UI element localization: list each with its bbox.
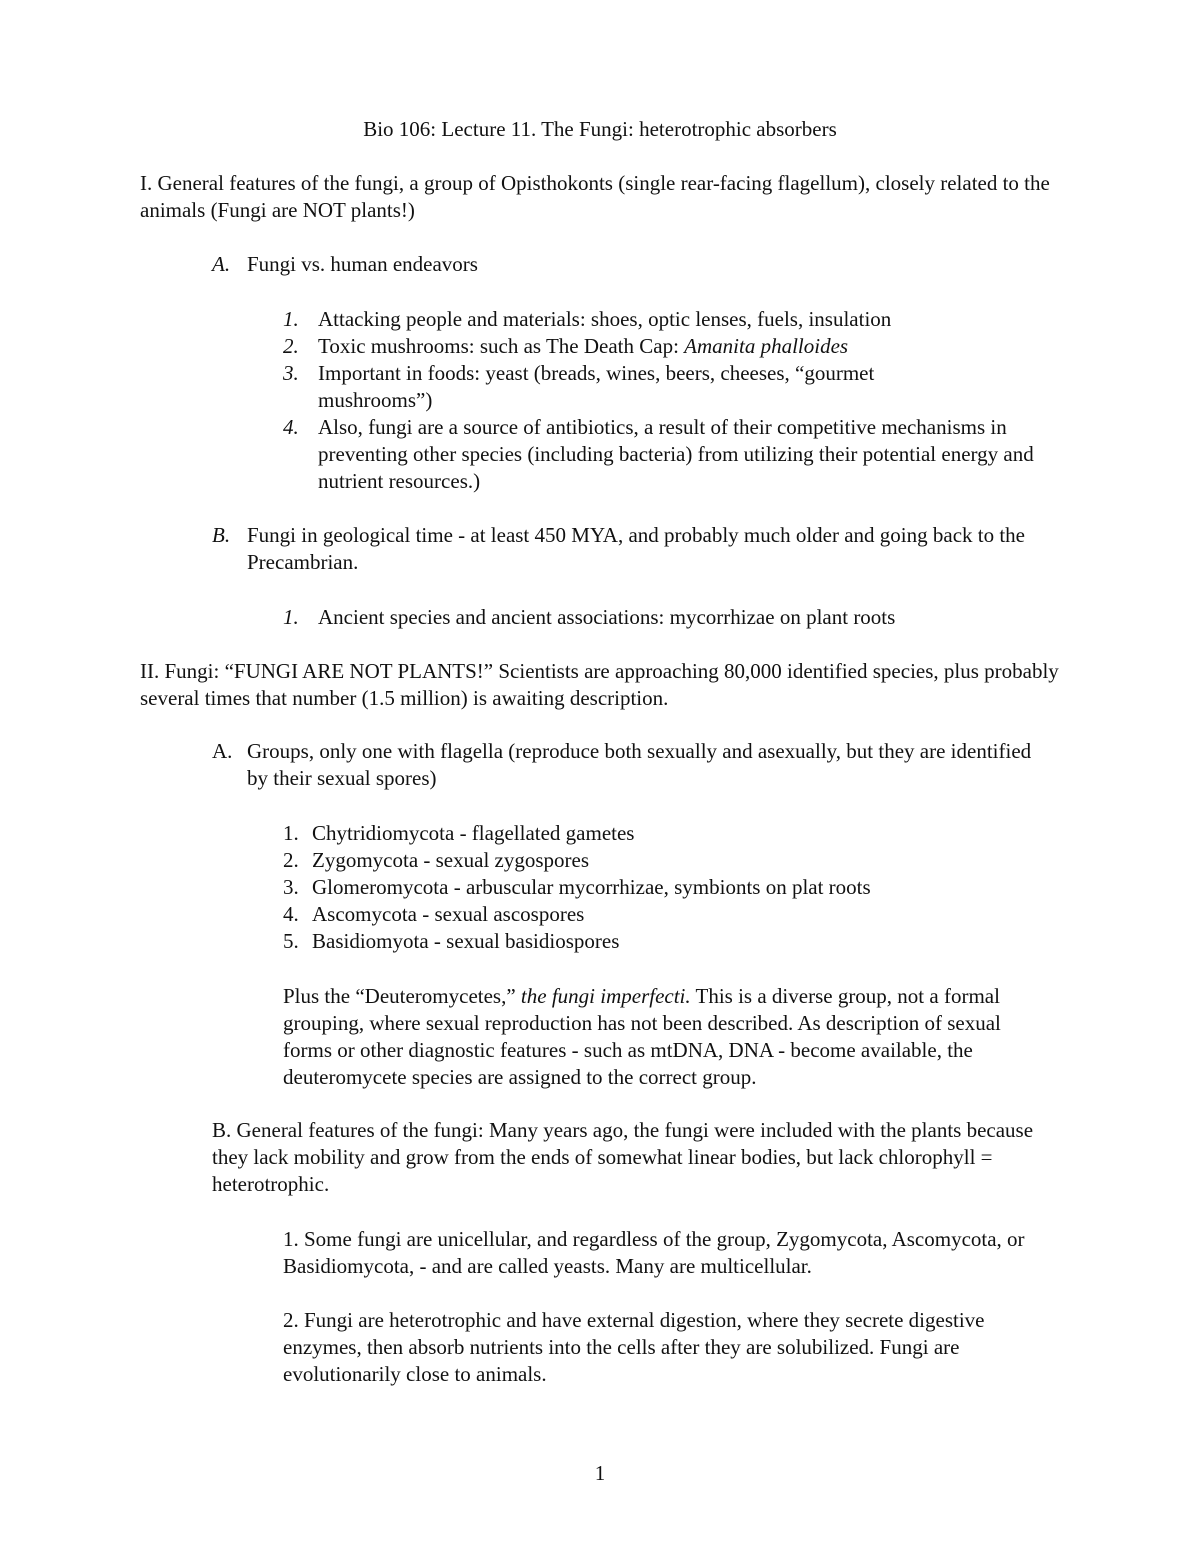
list-item-number: 1. [283,605,299,629]
list-item-number: 3. [283,875,299,899]
section-1-a-marker: A. [212,252,231,276]
list-item-text: Chytridiomycota - flagellated gametes [312,821,635,845]
deuteromycetes-paragraph [283,983,1053,1091]
list-item-number: 1. [283,307,299,331]
list-item-text: Ascomycota - sexual ascospores [312,902,585,926]
list-item-number: 4. [283,902,299,926]
section-1-heading: I. General features of the fungi, a group of Opisthokonts (single rear-facing flagellum), closely related to the animals (Fungi are NOT plants!) [140,171,1050,222]
section-1-a-text: Fungi vs. human endeavors [247,252,478,276]
page-title: Bio 106: Lecture 11. The Fungi: heterotrophic absorbers [363,117,837,141]
list-item-text: Zygomycota - sexual zygospores [312,848,590,872]
section-1-b-marker: B. [212,523,231,547]
list-item-text: Important in foods: yeast (breads, wines, beers, cheeses, “gourmet mushrooms”) [318,361,875,412]
list-item-number: 2. [283,334,299,358]
section-2-a-marker: A. [212,739,233,763]
list-item-text: Ancient species and ancient associations: mycorrhizae on plant roots [318,605,896,629]
section-2-b-paragraph-1: 1. Some fungi are unicellular, and regardless of the group, Zygomycota, Ascomycota, or Basidiomycota, - and are called yeasts. Many are multicellular. [283,1227,1025,1278]
section-1-b-text: Fungi in geological time - at least 450 MYA, and probably much older and going back to the Precambrian. [247,523,1026,574]
list-item-text: Also, fungi are a source of antibiotics, a result of their competitive mechanisms in preventing other species (including bacteria) from utilizing their potential energy and nutrient resources.) [318,415,1034,493]
list-item-text-plain: Toxic mushrooms: such as The Death Cap: [318,334,685,358]
section-2-heading: II. Fungi: “FUNGI ARE NOT PLANTS!” Scientists are approaching 80,000 identified species, plus probably several times that number (1.5 million) is awaiting description. [140,659,1059,710]
section-2-a-text: Groups, only one with flagella (reproduce both sexually and asexually, but they are identified by their sexual spores) [247,739,1032,790]
list-item-number: 5. [283,929,299,953]
section-2-b-paragraph-2: 2. Fungi are heterotrophic and have external digestion, where they secrete digestive enzymes, then absorb nutrients into the cells after they are solubilized. Fungi are evolutionarily close to animals. [283,1308,985,1386]
list-item-number: 1. [283,821,299,845]
list-item-number: 2. [283,848,299,872]
list-item-number: 4. [283,415,299,439]
list-item-text: Basidiomyota - sexual basidiospores [312,929,620,953]
paragraph-italic: the fungi imperfecti. [520,984,691,1008]
list-item-number: 3. [283,361,299,385]
paragraph-text: This is a diverse group, not a formal grouping, where sexual reproduction has not been described. As description of sexual forms or other diagnostic features - such as mtDNA, DNA - become available, the deuteromycete species are assigned to the correct group. [283,984,1001,1089]
list-item-text [318,333,1058,360]
list-item-text: Attacking people and materials: shoes, optic lenses, fuels, insulation [318,307,892,331]
list-item-text: Glomeromycota - arbuscular mycorrhizae, symbionts on plat roots [312,875,871,899]
section-2-b-text: B. General features of the fungi: Many years ago, the fungi were included with the plants because they lack mobility and grow from the ends of somewhat linear bodies, but lack chlorophyll = heterotrophic. [212,1118,1034,1196]
species-name: Amanita phalloides [684,334,849,358]
page-number: 1 [594,1461,606,1485]
paragraph-text: Plus the “Deuteromycetes,” [283,984,521,1008]
